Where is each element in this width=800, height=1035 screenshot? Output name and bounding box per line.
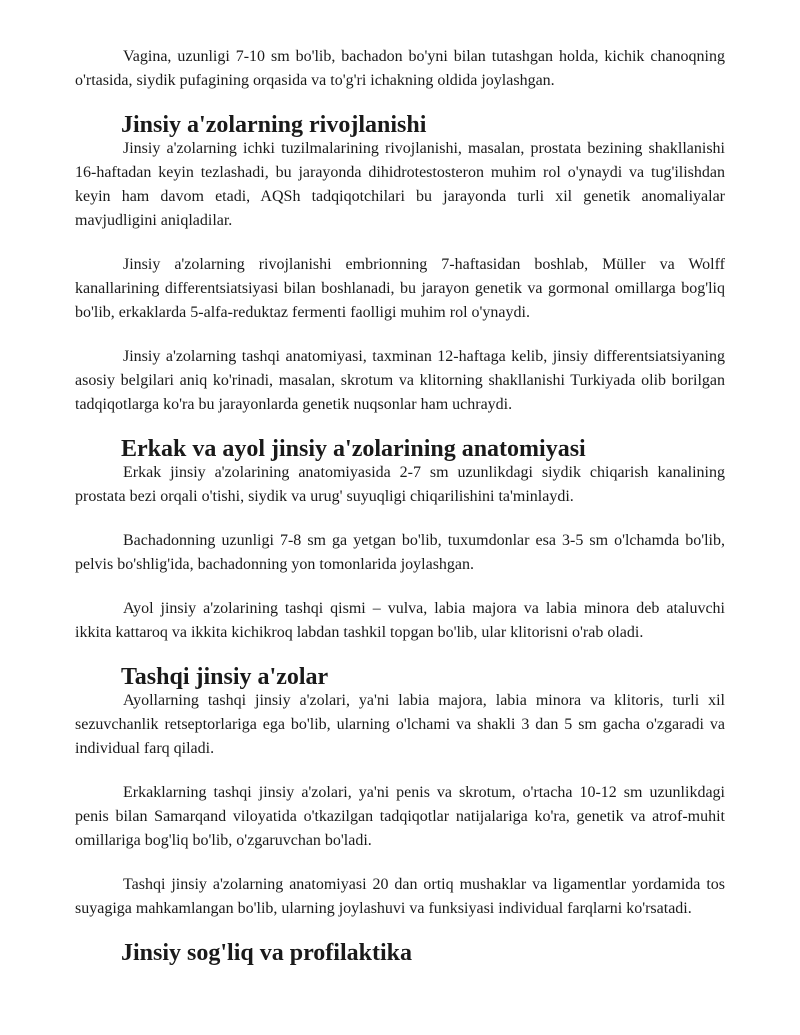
paragraph-external-2: Erkaklarning tashqi jinsiy a'zolari, ya'ni penis va skrotum, o'rtacha 10-12 sm uzunlikdagi penis bilan Samarqand viloyatida o'tkazilgan tadqiqotlar natijalariga ko'ra, genetik va atrof-muhit omillariga bog'liq bo'lib, o'zgaruvchan bo'ladi. <box>75 784 725 849</box>
heading-health: Jinsiy sog'liq va profilaktika <box>121 940 412 966</box>
paragraph-development-2: Jinsiy a'zolarning rivojlanishi embrionning 7-haftasidan boshlab, Müller va Wolff kanallarining differentsiatsiyasi bilan boshlanadi, bu jarayon genetik va gormonal omillarga bog'liq bo'lib, erkaklarda 5-alfa-reduktaz fermenti faolligi muhim rol o'ynaydi. <box>75 256 725 321</box>
heading-development: Jinsiy a'zolarning rivojlanishi <box>121 112 427 138</box>
paragraph-development-3: Jinsiy a'zolarning tashqi anatomiyasi, taxminan 12-haftaga kelib, jinsiy differentsiatsiyaning asosiy belgilari aniq ko'rinadi, masalan, skrotum va klitorning shakllanishi Turkiyada olib borilgan tadqiqotlarga ko'ra bu jarayonlarda genetik nuqsonlar ham uchraydi. <box>75 348 725 413</box>
paragraph-vagina: Vagina, uzunligi 7-10 sm bo'lib, bachadon bo'yni bilan tutashgan holda, kichik chanoqning o'rtasida, siydik pufagining orqasida va to'g'ri ichakning oldida joylashgan. <box>75 48 725 89</box>
paragraph-anatomy-3: Ayol jinsiy a'zolarining tashqi qismi – vulva, labia majora va labia minora deb ataluvchi ikkita kattaroq va ikkita kichikroq labdan tashkil topgan bo'lib, ular klitorisni o'rab oladi. <box>75 600 725 641</box>
paragraph-anatomy-2: Bachadonning uzunligi 7-8 sm ga yetgan bo'lib, tuxumdonlar esa 3-5 sm o'lchamda bo'lib, pelvis bo'shlig'ida, bachadonning yon tomonlarida joylashgan. <box>75 532 725 573</box>
heading-anatomy: Erkak va ayol jinsiy a'zolarining anatomiyasi <box>121 436 586 462</box>
heading-external: Tashqi jinsiy a'zolar <box>121 664 329 690</box>
paragraph-external-1: Ayollarning tashqi jinsiy a'zolari, ya'ni labia majora, labia minora va klitoris, turli xil sezuvchanlik retseptorlariga ega bo'lib, ularning o'lchami va shakli 3 dan 5 sm gacha o'zgaradi va individual farq qiladi. <box>75 692 725 757</box>
paragraph-external-3: Tashqi jinsiy a'zolarning anatomiyasi 20 dan ortiq mushaklar va ligamentlar yordamida tos suyagiga mahkamlangan bo'lib, ularning joylashuvi va funksiyasi individual farqlarni ko'rsatadi. <box>75 876 725 917</box>
paragraph-anatomy-1: Erkak jinsiy a'zolarining anatomiyasida 2-7 sm uzunlikdagi siydik chiqarish kanalining prostata bezi orqali o'tishi, siydik va urug' suyuqligi chiqarilishini ta'minlaydi. <box>75 464 725 505</box>
paragraph-development-1: Jinsiy a'zolarning ichki tuzilmalarining rivojlanishi, masalan, prostata bezining shakllanishi 16-haftadan keyin tezlashadi, bu jarayonda dihidrotestosteron muhim rol o'ynaydi va tug'ilishdan keyin ham davom etadi, AQSh tadqiqotchilari bu jarayonda turli xil genetik anomaliyalar mavjudligini aniqladilar. <box>75 140 725 229</box>
document-page <box>75 45 725 965</box>
